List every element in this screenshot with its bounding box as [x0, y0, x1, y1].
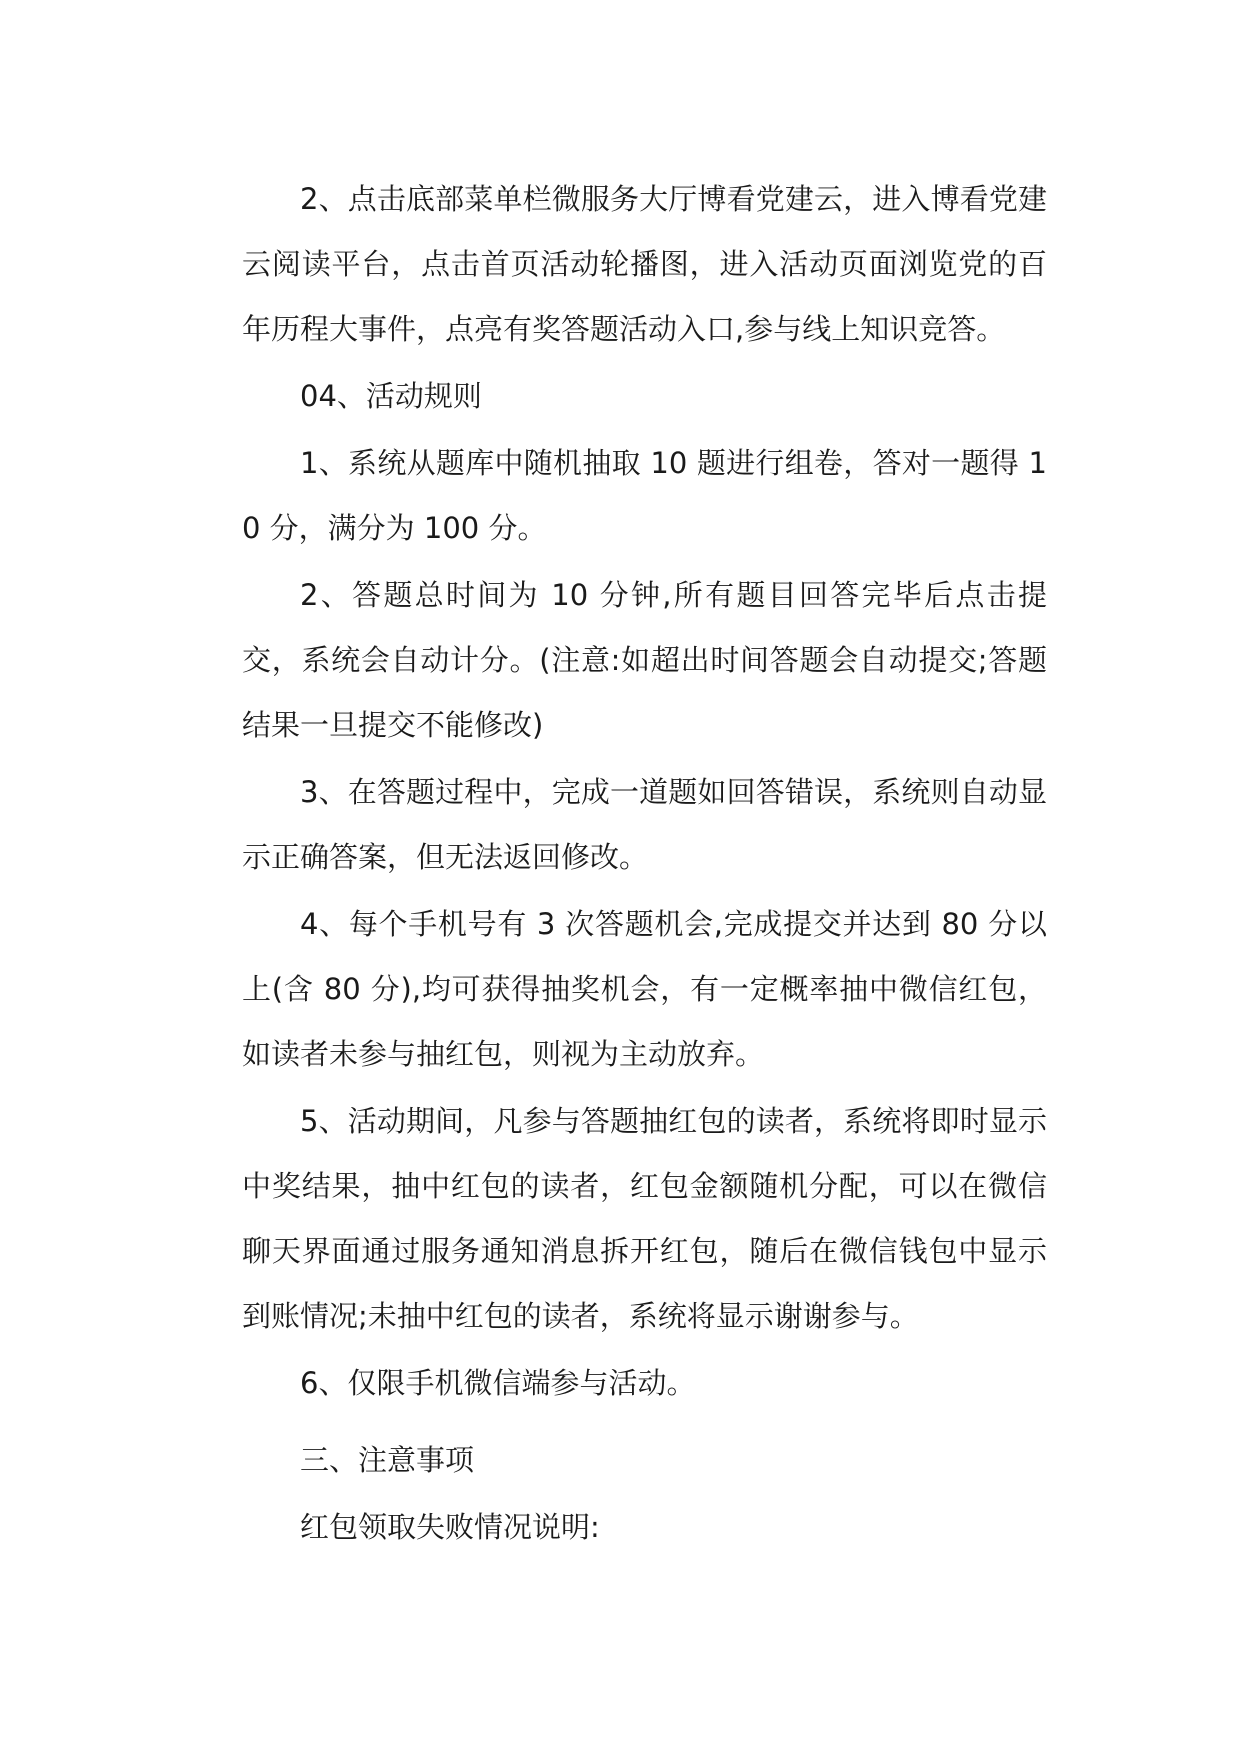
section-heading-rules: 04、活动规则	[300, 379, 482, 413]
red-packet-failure-heading: 红包领取失败情况说明:	[300, 1510, 600, 1544]
rule-6-paragraph: 6、仅限手机微信端参与活动。	[300, 1366, 696, 1400]
rule-3-paragraph: 3、在答题过程中，完成一道题如回答错误，系统则自动显示正确答案，但无法返回修改。	[242, 775, 1047, 874]
document-page	[242, 167, 1047, 1560]
rule-1-paragraph: 1、系统从题库中随机抽取 10 题进行组卷，答对一题得 10 分，满分为 100 分。	[242, 446, 1047, 545]
paragraph-step-2-entry: 2、点击底部菜单栏微服务大厅博看党建云，进入博看党建云阅读平台，点击首页活动轮播图，进入活动页面浏览党的百年历程大事件，点亮有奖答题活动入口,参与线上知识竞答。	[242, 182, 1047, 346]
section-heading-notes: 三、注意事项	[300, 1443, 475, 1477]
rule-2-paragraph: 2、答题总时间为 10 分钟,所有题目回答完毕后点击提交，系统会自动计分。(注意:如超出时间答题会自动提交;答题结果一旦提交不能修改)	[242, 578, 1047, 742]
rule-4-paragraph: 4、每个手机号有 3 次答题机会,完成提交并达到 80 分以上(含 80 分),均可获得抽奖机会，有一定概率抽中微信红包，如读者未参与抽红包，则视为主动放弃。	[242, 907, 1047, 1071]
rule-5-paragraph: 5、活动期间，凡参与答题抽红包的读者，系统将即时显示中奖结果，抽中红包的读者，红包金额随机分配，可以在微信聊天界面通过服务通知消息拆开红包，随后在微信钱包中显示到账情况;未抽中红包的读者，系统将显示谢谢参与。	[242, 1104, 1047, 1333]
